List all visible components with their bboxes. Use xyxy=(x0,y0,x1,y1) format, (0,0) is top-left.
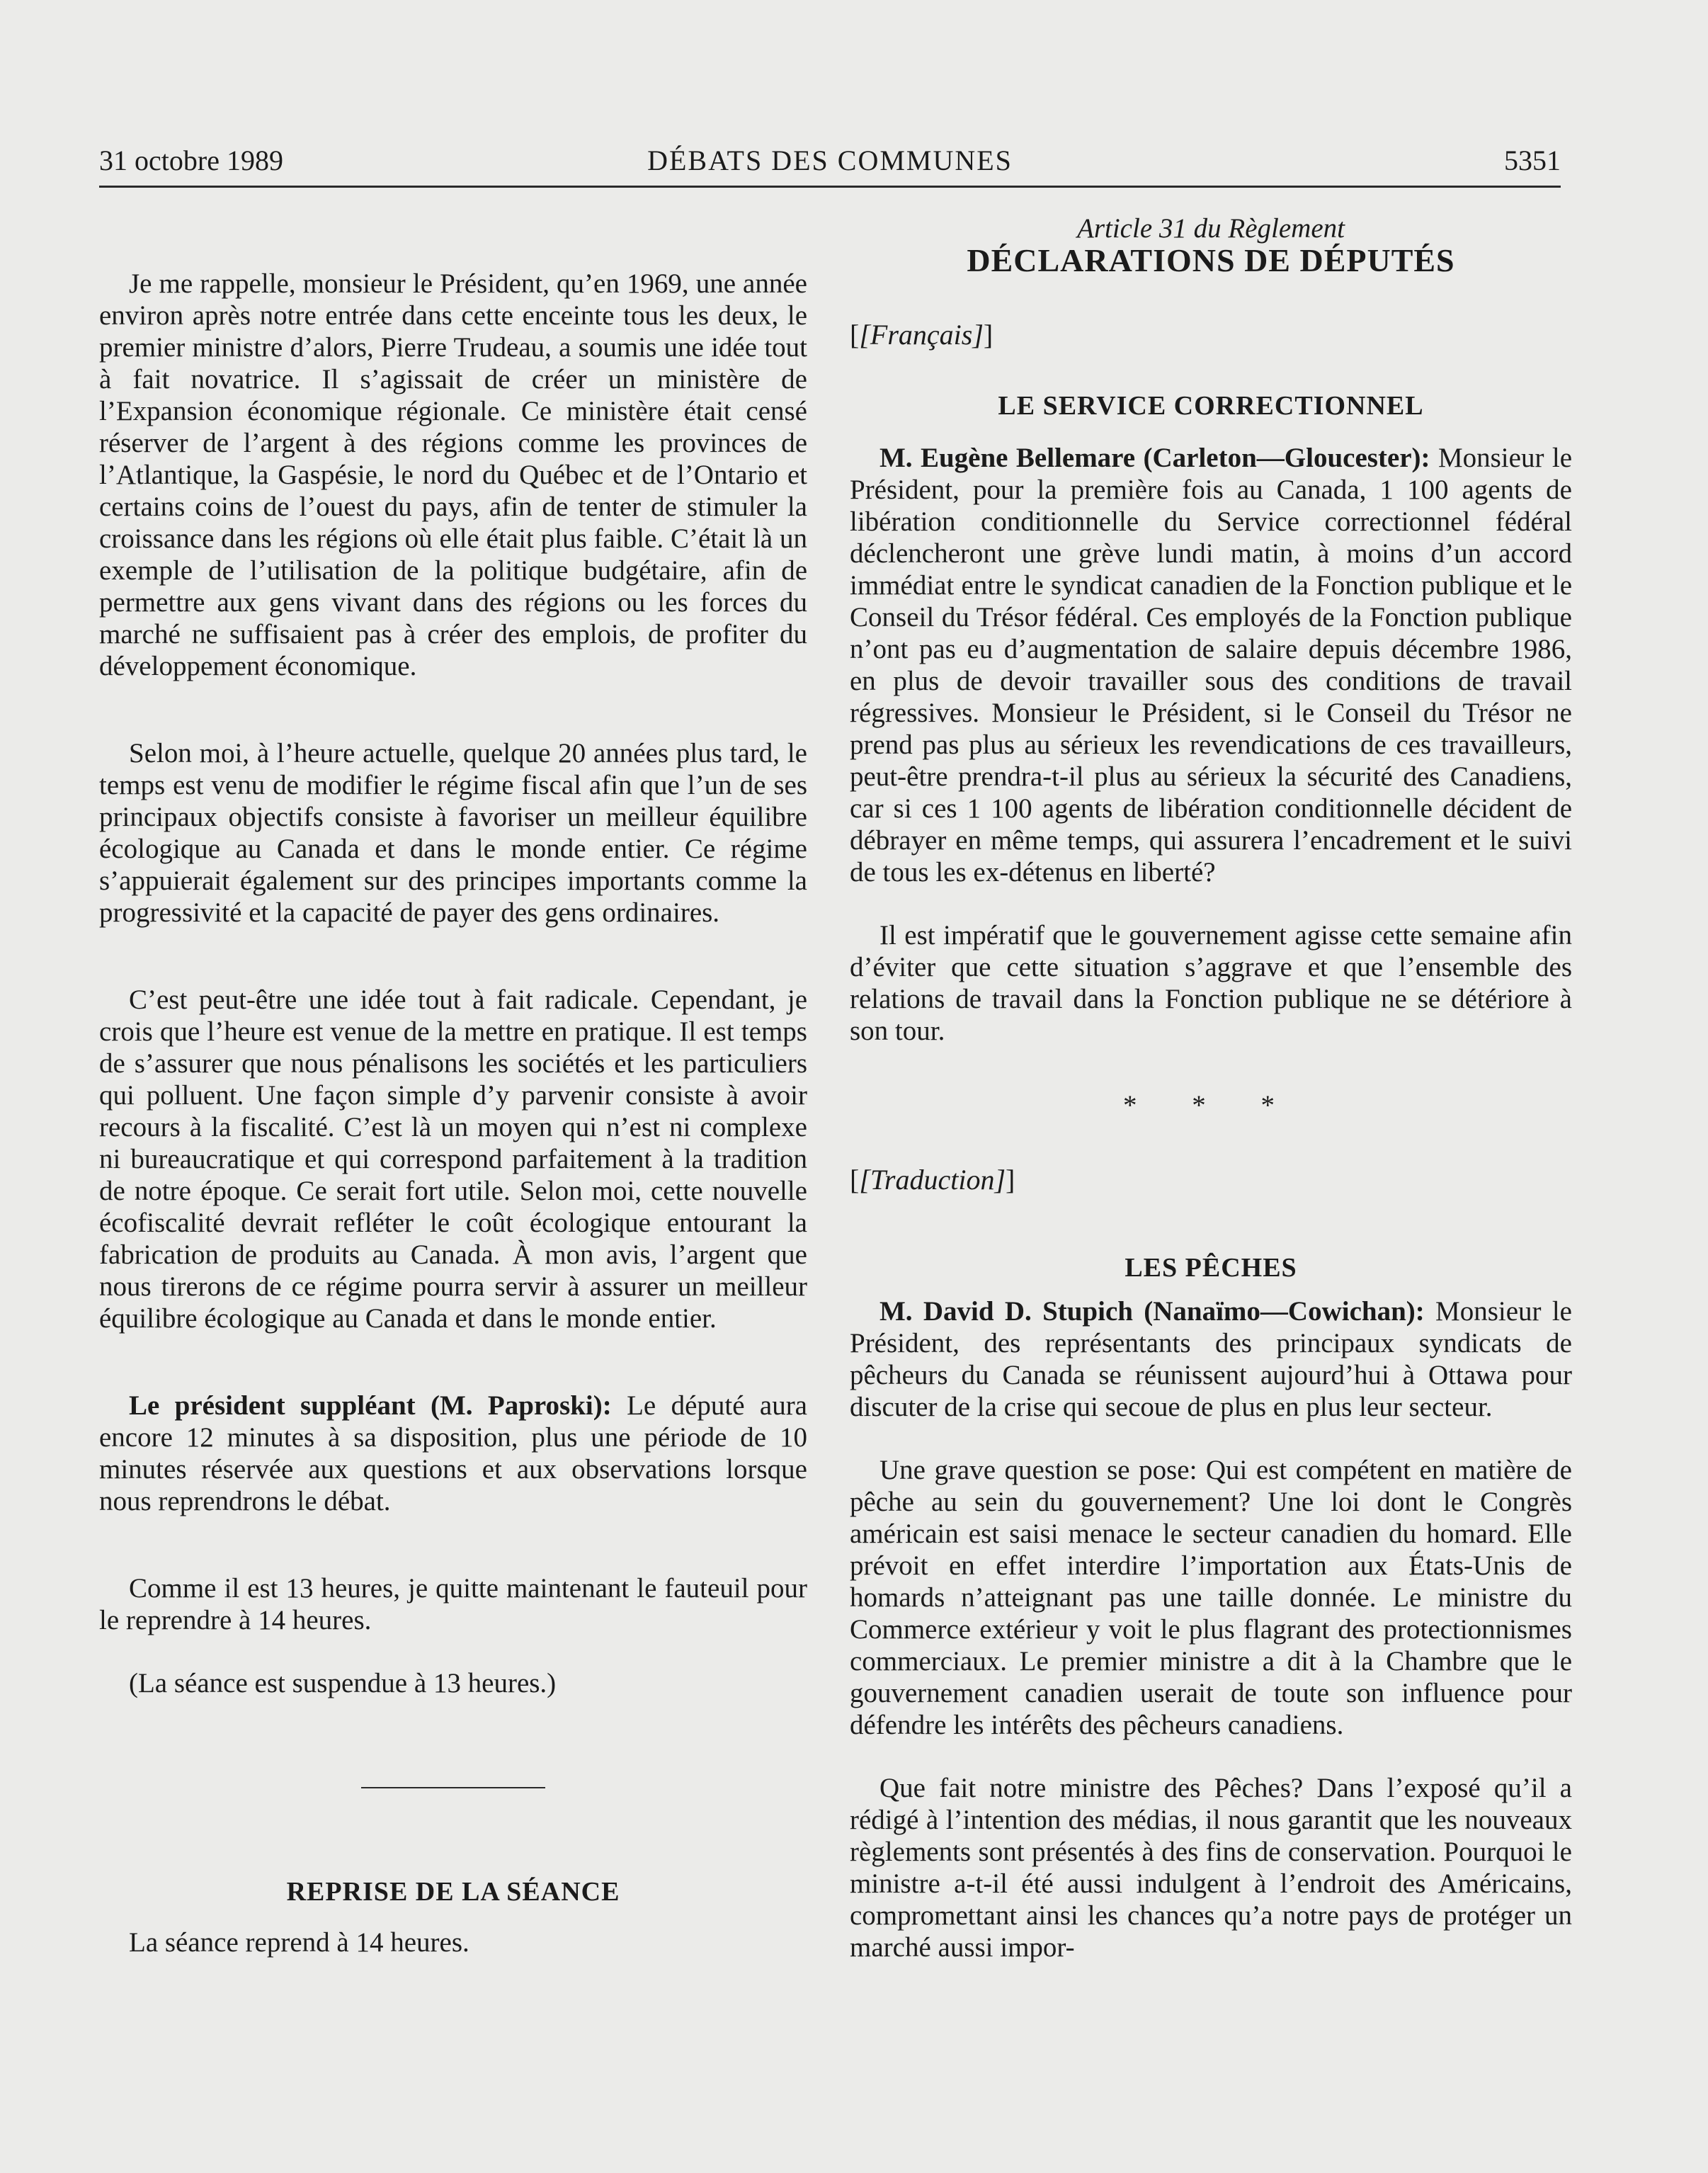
article-reference: Article 31 du Règlement xyxy=(1077,213,1345,244)
paragraph: Je me rappelle, monsieur le Président, qu’en 1969, une année environ après notre entrée dans cette enceinte tous les deux, le premier ministre d’alors, Pierre Trudeau, a soumis une idée tout à fait novatrice. Il s’agissait de créer un ministère de l’Expansion économique régionale. Ce ministère était censé réserver de l’argent à des régions comme les provinces de l’Atlantique, la Gaspésie, le nord du Québec et de l’Ontario et certains coins de l’ouest du pays, afin de tenter de stimuler la croissance dans les régions où elle était plus faible. C’était là un exemple de l’utilisation de la politique budgétaire, afin de permettre aux gens vivant dans des régions ou les forces du marché ne suffisaient pas à créer des emplois, de profiter du développement économique. xyxy=(99,268,807,681)
speaker-name: M. Eugène Bellemare (Carleton—Gloucester): xyxy=(879,443,1430,473)
speech-paragraph xyxy=(850,1295,1572,1423)
page-header xyxy=(99,142,1561,188)
header-date: 31 octobre 1989 xyxy=(99,144,283,176)
paragraph: Comme il est 13 heures, je quitte maintenant le fauteuil pour le reprendre à 14 heures. xyxy=(99,1573,807,1635)
rubric-title: DÉCLARATIONS DE DÉPUTÉS xyxy=(967,242,1455,278)
speech-text: Le député aura encore 12 minutes à sa disposition, plus une période de 10 minutes réservée aux questions et aux observations lorsque nous reprendrons le débat. xyxy=(99,1390,807,1516)
speaker-name: Le président suppléant (M. Paproski): xyxy=(129,1390,612,1421)
section-heading: LE SERVICE CORRECTIONNEL xyxy=(998,391,1424,421)
paragraph: (La séance est suspendue à 13 heures.) xyxy=(129,1668,557,1698)
paragraph: Il est impératif que le gouvernement agisse cette semaine afin d’éviter que cette situation s’aggrave et que l’ensemble des relations de travail dans la Fonction publique ne se détériore à son tour. xyxy=(850,920,1572,1046)
speaker-name: M. David D. Stupich (Nanaïmo—Cowichan): xyxy=(879,1296,1425,1327)
paragraph: Que fait notre ministre des Pêches? Dans l’exposé qu’il a rédigé à l’intention des médias, il nous garantit que les nouveaux règlements sont présentés à des fins de conservation. Pourquoi le ministre a-t-il été aussi indulgent à l’endroit des Américains, compromettant ainsi les chances qu’a notre pays de protéger un marché aussi impor- xyxy=(850,1773,1572,1963)
speech-paragraph xyxy=(99,1390,807,1517)
right-column xyxy=(850,212,1572,1963)
speech-paragraph xyxy=(850,442,1572,888)
paragraph: Une grave question se pose: Qui est compétent en matière de pêche au sein du gouvernement? Une loi dont le Congrès américain est saisi menace le secteur canadien du homard. Elle prévoit en effet interdire l’importation aux États-Unis de homards n’atteignant pas une taille donnée. Le ministre du Commerce extérieur y voit le plus flagrant des protectionnismes commerciaux. Le premier ministre a dit à la Chambre que le gouvernement canadien userait de toute son influence pour défendre les intérêts des pêcheurs canadiens. xyxy=(850,1455,1572,1740)
speech-text: Monsieur le Président, pour la première fois au Canada, 1 100 agents de libération conditionnelle du Service correctionnel fédéral déclencheront une grève lundi matin, à moins d’un accord immédiat entre le syndicat canadien de la Fonction publique et le Conseil du Trésor fédéral. Ces employés de la Fonction publique n’ont pas eu d’augmentation de salaire depuis décembre 1986, en plus de devoir travailler sous des conditions de travail régressives. Monsieur le Président, si le Conseil du Trésor ne prend pas plus au sérieux les revendications de ces travailleurs, peut-être prendra-t-il plus au sérieux la sécurité des Canadiens, car si ces 1 100 agents de libération conditionnelle décident de débrayer en même temps, qui assurera l’encadrement et le suivi de tous les ex-détenus en liberté? xyxy=(850,443,1572,887)
header-title: DÉBATS DES COMMUNES xyxy=(647,144,1013,176)
left-column xyxy=(99,268,807,1958)
language-tag: [[Français]] xyxy=(850,319,994,351)
section-heading: REPRISE DE LA SÉANCE xyxy=(286,1877,620,1907)
language-tag: [[Traduction]] xyxy=(850,1164,1015,1196)
paragraph: Selon moi, à l’heure actuelle, quelque 20 années plus tard, le temps est venu de modifier le régime fiscal afin que l’un de ses principaux objectifs consiste à favoriser un meilleur équilibre écologique au Canada et dans le monde entier. Ce régime s’appuierait également sur des principes importants comme la progressivité et la capacité de payer des gens ordinaires. xyxy=(99,738,807,928)
paragraph: C’est peut-être une idée tout à fait radicale. Cependant, je crois que l’heure est venue de la mettre en pratique. Il est temps de s’assurer que nous pénalisons les sociétés et les particuliers qui polluent. Une façon simple d’y parvenir consiste à avoir recours à la fiscalité. C’est là un moyen qui n’est ni complexe ni bureaucratique et qui correspond parfaitement à la tradition de notre époque. Ce serait fort utile. Selon moi, cette nouvelle écofiscalité devrait refléter le coût écologique entourant la fabrication de produits au Canada. À mon avis, l’argent que nous tirerons de ce régime pourra servir à assurer un meilleur équilibre écologique au Canada et dans le monde entier. xyxy=(99,985,807,1334)
speech-text: Monsieur le Président, des représentants des principaux syndicats de pêcheurs du Canada se réunissent aujourd’hui à Ottawa pour discuter de la crise qui secoue de plus en plus leur secteur. xyxy=(850,1296,1572,1422)
section-heading: LES PÊCHES xyxy=(1125,1253,1297,1283)
section-separator-stars: * * * xyxy=(1123,1090,1299,1120)
header-page-number: 5351 xyxy=(1504,144,1561,176)
paragraph: La séance reprend à 14 heures. xyxy=(129,1927,469,1958)
